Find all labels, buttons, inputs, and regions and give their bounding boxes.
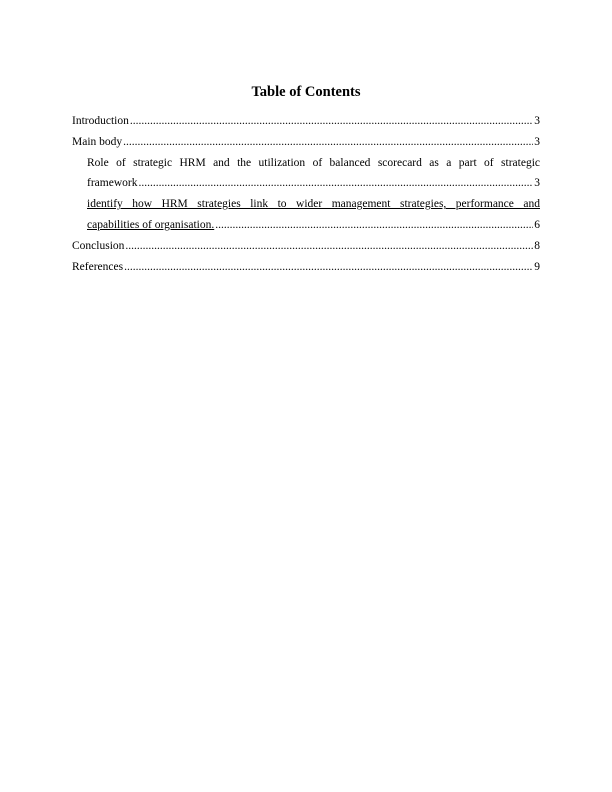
toc-entry-strategic-hrm[interactable] xyxy=(72,153,540,195)
dot-leader xyxy=(125,236,533,257)
toc-page-number: 3 xyxy=(534,177,540,190)
toc-entry-conclusion[interactable] xyxy=(72,236,540,257)
toc-page-number: 3 xyxy=(534,135,540,148)
toc-entry-label: Conclusion xyxy=(72,239,125,252)
dot-leader xyxy=(215,215,533,236)
toc-page-number: 3 xyxy=(534,115,540,127)
dot-leader xyxy=(123,132,533,153)
toc-page-number: 6 xyxy=(534,218,540,231)
dot-leader xyxy=(124,257,533,278)
toc-entry-references[interactable] xyxy=(72,257,540,278)
table-of-contents xyxy=(72,111,540,277)
dot-leader xyxy=(138,173,533,194)
toc-entry-label: References xyxy=(72,260,124,273)
toc-entry-label-line1: Role of strategic HRM and the utilization of balanced scorecard as a part of strategic xyxy=(87,156,540,169)
toc-page-number: 9 xyxy=(534,260,540,273)
toc-page-number: 8 xyxy=(534,239,540,252)
toc-entry-label: Introduction xyxy=(72,115,129,127)
toc-entry-label: Main body xyxy=(72,135,123,148)
toc-entry-label-line1: identify how HRM strategies link to wider management strategies, performance and xyxy=(87,198,540,211)
toc-entry-hrm-strategies-link[interactable] xyxy=(72,194,540,236)
toc-title: Table of Contents xyxy=(251,84,361,100)
dot-leader xyxy=(130,111,533,132)
toc-entry-label-line2: framework xyxy=(87,177,138,190)
toc-entry-main-body[interactable] xyxy=(72,132,540,153)
toc-entry-label-line2: capabilities of organisation. xyxy=(87,218,215,231)
toc-entry-introduction[interactable] xyxy=(72,111,540,132)
